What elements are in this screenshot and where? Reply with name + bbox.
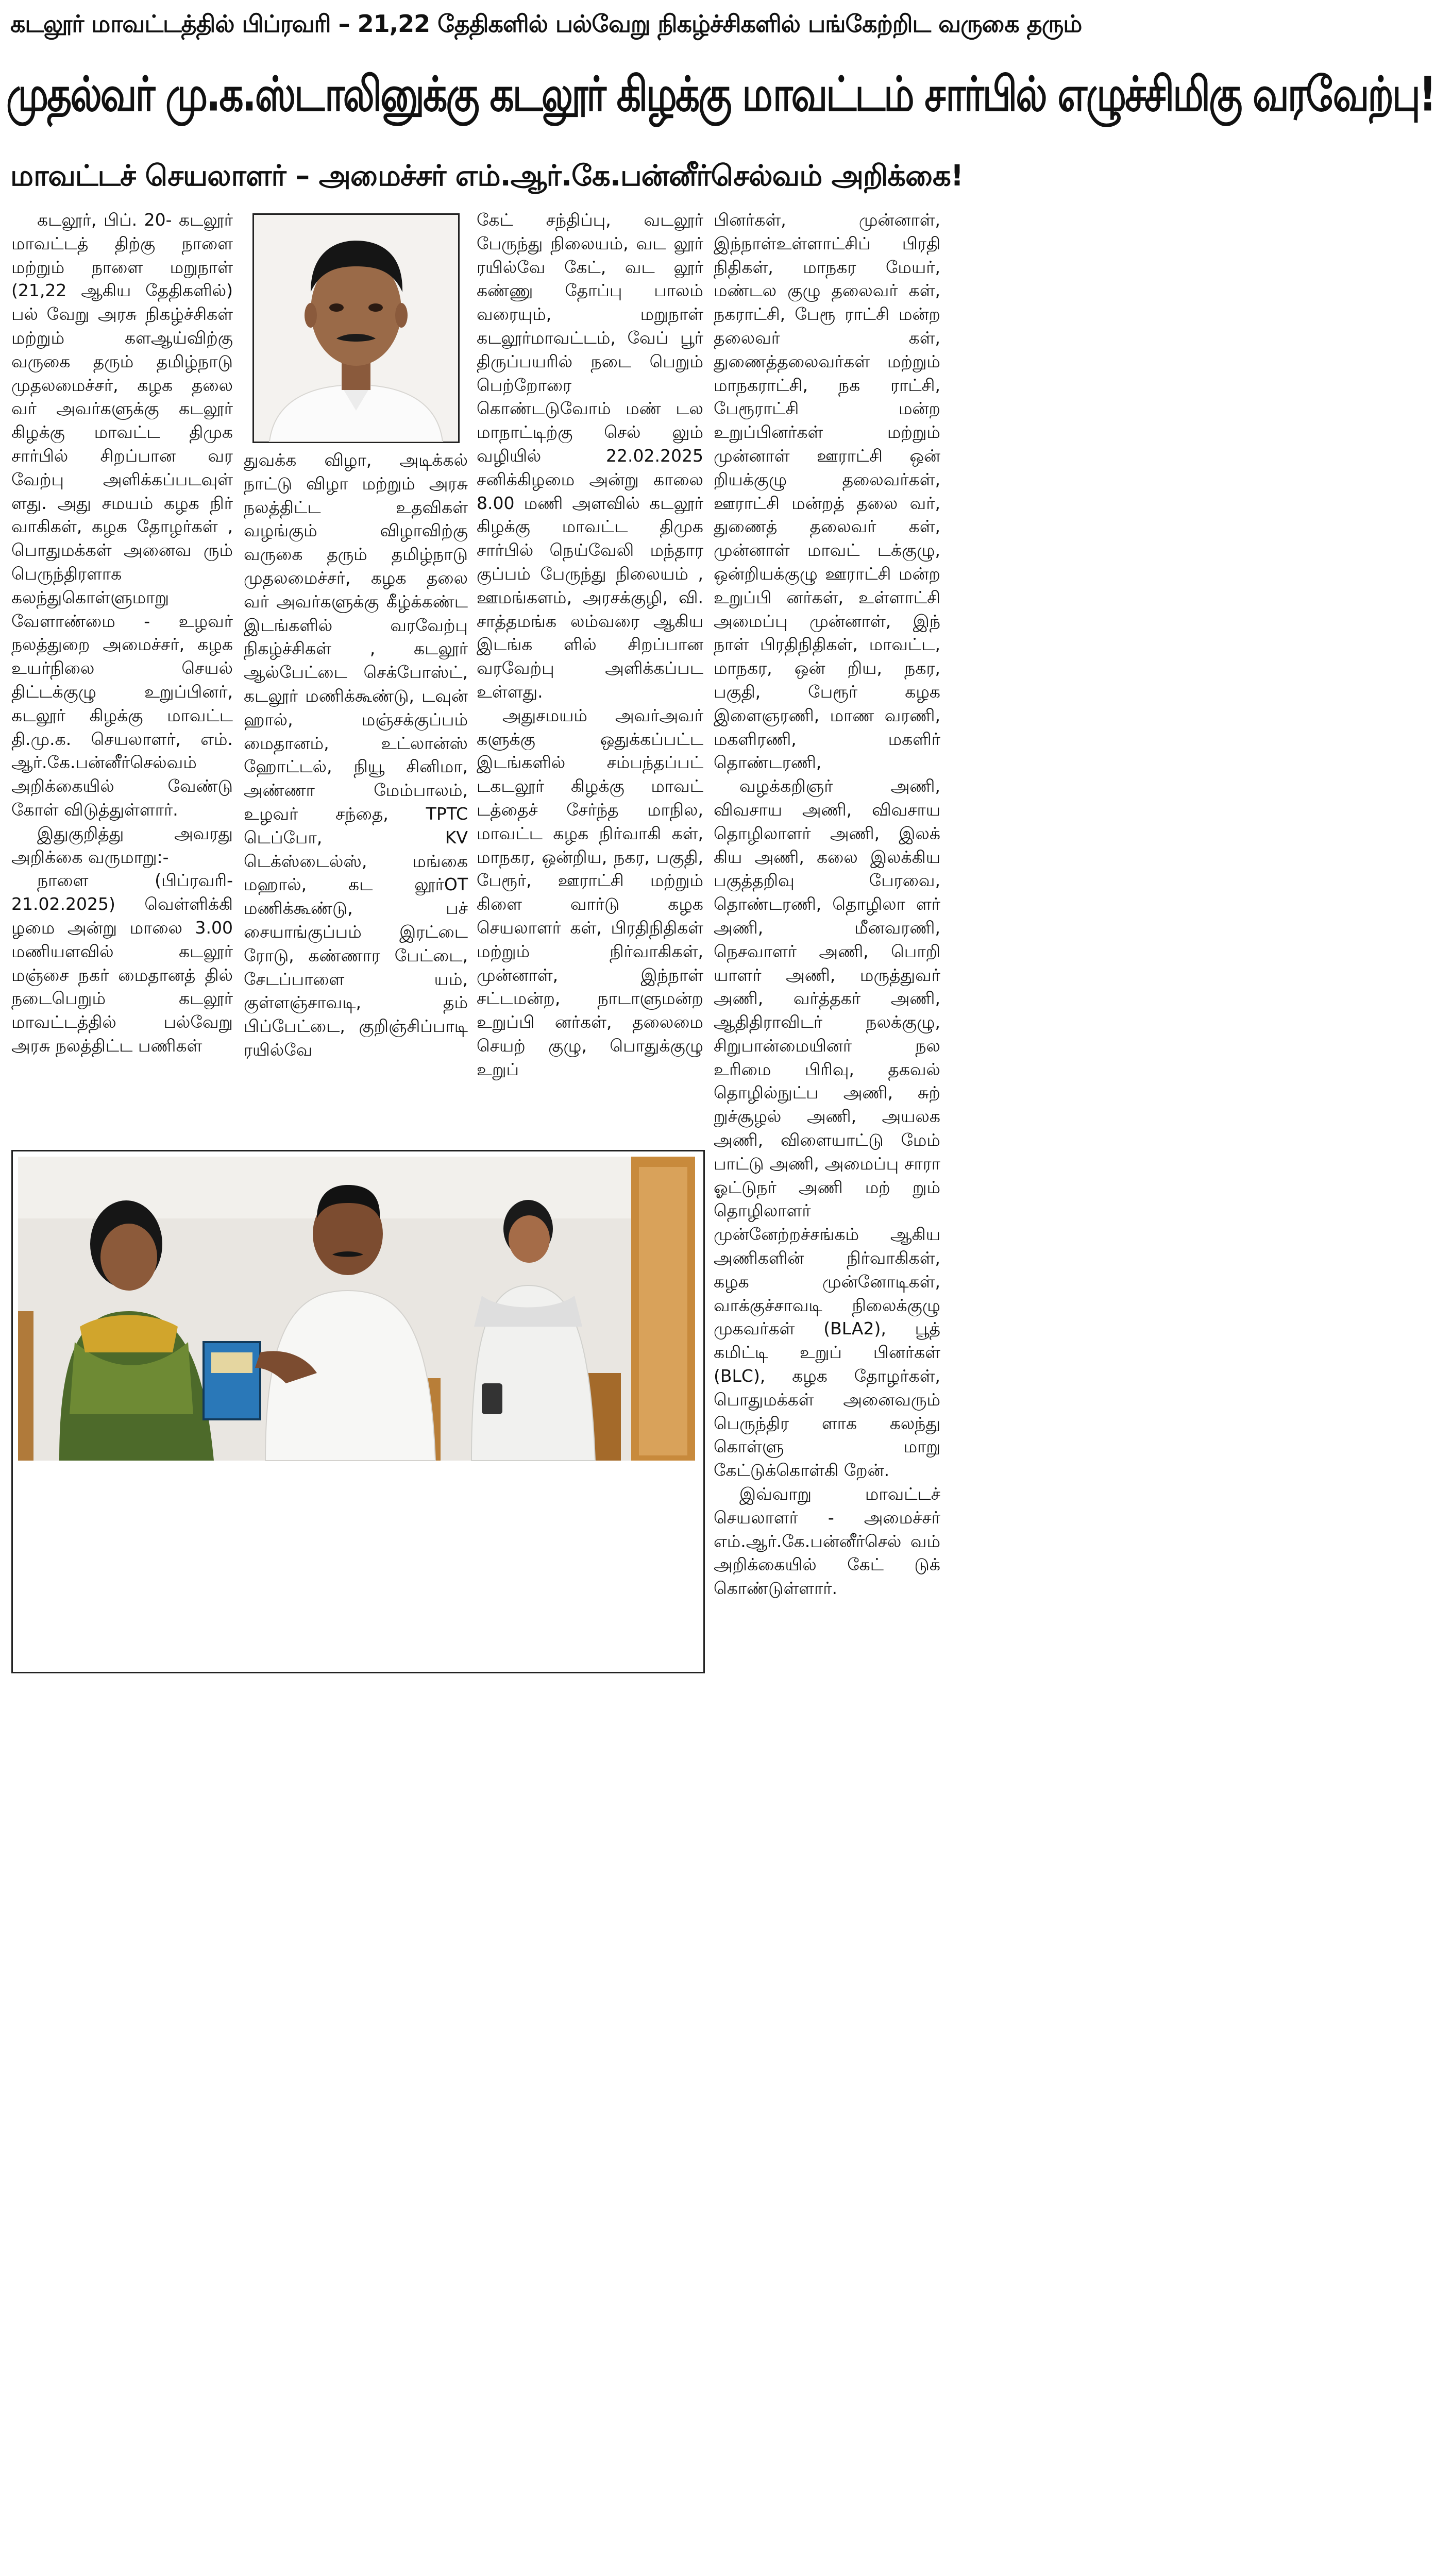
- paragraph: இதுகுறித்து அவரது அறிக்கை வருமாறு:-: [11, 823, 233, 867]
- paragraph: கேட் சந்திப்பு, வடலூர் பேருந்து நிலையம், வட லூர் ரயில்வே கேட், வட லூர் கண்ணு தோப்பு பாலம் வரையும், மறுநாள் கடலூர்மாவட்டம், வேப் பூர் திருப்பயரில் நடை பெறும் பெற்றோரை கொண்டடுவோம் மண் டல மாநாட்டிற்கு செல் லும் வழியில் 22.02.2025 சனிக்கிழமை அன்று காலை 8.00 மணி அளவில் கடலூர் கிழக்கு மாவட்ட திமுக சார்பில் நெய்வேலி மந்தார குப்பம் பேருந்து நிலையம் , ஊமங்களம், அரசக்குழி, வி. சாத்தமங்க லம்வரை ஆகிய இடங்க ளில் சிறப்பான வரவேற்பு அளிக்கப்பட உள்ளது.: [477, 210, 703, 702]
- article-column-2: [244, 448, 468, 1141]
- article-kicker: கடலூர் மாவட்டத்தில் பிப்ரவரி – 21,22 தேதிகளில் பல்வேறு நிகழ்ச்சிகளில் பங்கேற்றிட வருகை தரும்: [10, 10, 1082, 38]
- paragraph: இவ்வாறு மாவட்டச் செயலாளர் - அமைச்சர் எம்.ஆர்.கே.பன்னீர்செல் வம் அறிக்கையில் கேட் டுக் கொண்டுள்ளார்.: [714, 1484, 940, 1599]
- paragraph: அதுசமயம் அவர்அவர் களுக்கு ஒதுக்கப்பட்ட இடங்களில் சம்பந்தப்பட் டகடலூர் கிழக்கு மாவட் டத்தைச் சேர்ந்த மாநில, மாவட்ட கழக நிர்வாகி கள், மாநகர, ஒன்றிய, நகர, பகுதி, பேரூர், ஊராட்சி மற்றும் கிளை வார்டு கழக செயலாளர் கள், பிரதிநிதிகள் மற்றும் நிர்வாகிகள், முன்னாள், இந்நாள் சட்டமன்ற, நாடாளுமன்ற உறுப்பி னர்கள், தலைமை செயற் குழு, பொதுக்குழு உறுப்: [477, 705, 703, 1079]
- paragraph: துவக்க விழா, அடிக்கல் நாட்டு விழா மற்றும் அரசு நலத்திட்ட உதவிகள் வழங்கும் விழாவிற்கு வருகை தரும் தமிழ்நாடு முதலமைச்சர், கழக தலை வர் அவர்களுக்கு கீழ்க்கண்ட இடங்களில் வரவேற்பு நிகழ்ச்சிகள் , கடலூர் ஆல்பேட்டை செக்போஸ்ட், கடலூர் மணிக்கூண்டு, டவுன் ஹால், மஞ்சக்குப்பம் மைதானம், உட்லான்ஸ் ஹோட்டல், நியூ சினிமா, அண்ணா மேம்பாலம், உழவர் சந்தை, TPTC டெப்போ, KV டெக்ஸ்டைல்ஸ், மங்கை மஹால், கட லூர்OT மணிக்கூண்டு, பச் சையாங்குப்பம் இரட்டை ரோடு, கண்ணார பேட்டை, சேடப்பாளை யம், குள்ளஞ்சாவடி, தம் பிப்பேட்டை, குறிஞ்சிப்பாடி ரயில்வே: [244, 450, 468, 1060]
- paragraph: வழக்கறிஞர் அணி, விவசாய அணி, விவசாய தொழிலாளர் அணி, இலக் கிய அணி, கலை இலக்கிய பகுத்தறிவு பேரவை, தொண்டரணி, தொழிலா ளர் அணி, மீனவரணி, நெசவாளர் அணி, பொறி யாளர் அணி, மருத்துவர் அணி, வர்த்தகர் அணி, ஆதிதிராவிடர் நலக்குழு, சிறுபான்மையினர் நல உரிமை பிரிவு, தகவல் தொழில்நுட்ப அணி, சுற் றுச்சூழல் அணி, அயலக அணி, விளையாட்டு மேம் பாட்டு அணி, அமைப்பு சாரா ஓட்டுநர் அணி மற் றும் தொழிலாளர் முன்னேற்றச்சங்கம் ஆகிய அணிகளின் நிர்வாகிகள், கழக முன்னோடிகள், வாக்குச்சாவடி நிலைக்குழு முகவர்கள் (BLA2), பூத் கமிட்டி உறுப் பினர்கள் (BLC), கழக தோழர்கள், பொதுமக்கள் அனைவரும் பெருந்திர ளாக கலந்து கொள்ளு மாறு கேட்டுக்கொள்கி றேன்.: [714, 776, 940, 1481]
- article-column-3: [477, 208, 703, 1141]
- paragraph: நாளை (பிப்ரவரி- 21.02.2025) வெள்ளிக்கி ழமை அன்று மாலை 3.00 மணியளவில் கடலூர் மஞ்சை நகர் மைதானத் தில் நடைபெறும் கடலூர் மாவட்டத்தில் பல்வேறு அரசு நலத்திட்ட பணிகள்: [11, 870, 233, 1056]
- minister-portrait: [252, 213, 460, 443]
- paragraph: கடலூர், பிப். 20- கடலூர் மாவட்டத் திற்கு நாளை மற்றும் நாளை மறுநாள் (21,22 ஆகிய தேதிகளில்) பல் வேறு அரசு நிகழ்ச்சிகள் மற்றும் களஆய்விற்கு வருகை தரும் தமிழ்நாடு முதலமைச்சர், கழக தலை வர் அவர்களுக்கு கடலூர் கிழக்கு மாவட்ட திமுக சார்பில் சிறப்பான வர வேற்பு அளிக்கப்படவுள் ளது. அது சமயம் கழக நிர் வாகிகள், கழக தோழர்கள் , பொதுமக்கள் அனைவ ரும் பெருந்திரளாக கலந்துகொள்ளுமாறு வேளாண்மை - உழவர் நலத்துறை அமைச்சர், கழக உயர்நிலை செயல் திட்டக்குழு உறுப்பினர், கடலூர் கிழக்கு மாவட்ட தி.மு.க. செயலாளர், எம். ஆர்.கே.பன்னீர்செல்வம் அறிக்கையில் வேண்டு கோள் விடுத்துள்ளார்.: [11, 210, 233, 820]
- article-column-1: [11, 208, 233, 1141]
- article-headline: முதல்வர் மு.க.ஸ்டாலினுக்கு கடலூர் கிழக்கு மாவட்டம் சார்பில் எழுச்சிமிகு வரவேற்பு!: [6, 66, 1435, 122]
- person-portrait-icon: [254, 215, 458, 442]
- news-photo: [18, 1157, 695, 1461]
- news-photo-box: [11, 1150, 705, 1673]
- paragraph: பினர்கள், முன்னாள், இந்நாள்உள்ளாட்சிப் பிரதி நிதிகள், மாநகர மேயர், மண்டல குழு தலைவர் கள், நகராட்சி, பேரூ ராட்சி மன்ற தலைவர் கள், துணைத்தலைவர்கள் மற்றும் மாநகராட்சி, நக ராட்சி, பேரூராட்சி மன்ற உறுப்பினர்கள் மற்றும் முன்னாள் ஊராட்சி ஒன் றியக்குழு தலைவர்கள், ஊராட்சி மன்றத் தலை வர், துணைத் தலைவர் கள், முன்னாள் மாவட் டக்குழு, ஒன்றியக்குழு ஊராட்சி மன்ற உறுப்பி னர்கள், உள்ளாட்சி அமைப்பு முன்னாள், இந் நாள் பிரதிநிதிகள், மாவட்ட, மாநகர, ஒன் றிய, நகர, பகுதி, பேரூர் கழக இளைஞரணி, மாண வரணி, மகளிரணி, மகளிர் தொண்டரணி,: [714, 210, 940, 773]
- article-column-4: [714, 208, 940, 1676]
- article-subhead: மாவட்டச் செயலாளர் – அமைச்சர் எம்.ஆர்.கே.பன்னீர்செல்வம் அறிக்கை!: [10, 159, 964, 193]
